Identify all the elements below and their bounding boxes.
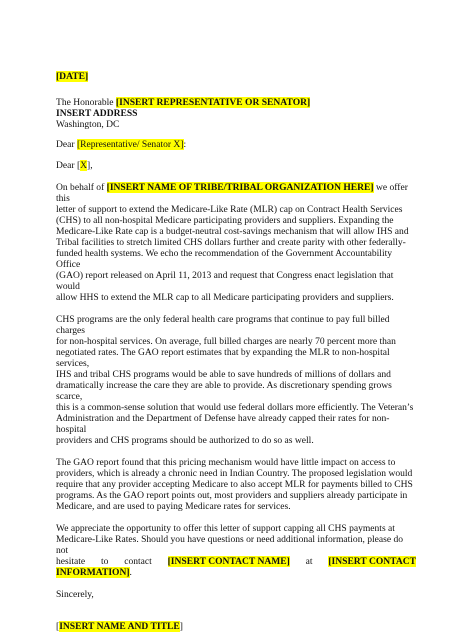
date-placeholder: [DATE] bbox=[56, 71, 89, 82]
closing-line bbox=[56, 589, 416, 600]
paragraph1-lead: On behalf of bbox=[56, 182, 107, 193]
paragraph1-line-3: Medicare-Like Rate cap is a budget-neutral cost-savings mechanism that will allow IHS and bbox=[56, 226, 409, 237]
paragraph4-line-1: Medicare-Like Rates. Should you have questions or need additional information, please do not bbox=[56, 534, 404, 556]
representative-placeholder: [INSERT REPRESENTATIVE OR SENATOR] bbox=[115, 97, 311, 108]
honorable-prefix: The Honorable bbox=[56, 97, 116, 108]
paragraph3-line-4: Medicare, and are used to paying Medicare rates for services. bbox=[56, 501, 291, 512]
paragraph1-line-1: letter of support to extend the Medicare-Like Rate (MLR) cap on Contract Health Services bbox=[56, 204, 403, 215]
address-placeholder: INSERT ADDRESS bbox=[56, 108, 138, 119]
contact-line bbox=[56, 556, 416, 567]
signature-close: ] bbox=[179, 621, 183, 632]
paragraph-appreciation bbox=[56, 523, 416, 578]
salutation2-open: [ bbox=[76, 160, 81, 171]
salutation2-dear: Dear bbox=[56, 160, 77, 171]
signature-line bbox=[56, 621, 416, 632]
contact-info-placeholder-end: INFORMATION] bbox=[56, 567, 130, 578]
contact-word-hesitate: hesitate bbox=[56, 556, 86, 567]
salutation2-close: ], bbox=[87, 160, 93, 171]
paragraph2-line-4: dramatically increase the care they are able to provide. As discretionary spending grows scarce, bbox=[56, 380, 392, 402]
paragraph3-line-2: require that any provider accepting Medicare to also accept MLR for payments billed to CHS bbox=[56, 479, 413, 490]
letter-body bbox=[56, 71, 416, 643]
paragraph-gao-report bbox=[56, 457, 416, 512]
paragraph3-line-3: programs. As the GAO report points out, most providers and suppliers already participate in bbox=[56, 490, 408, 501]
paragraph2-line-1: for non-hospital services. On average, full billed charges are nearly 70 percent more than bbox=[56, 336, 396, 347]
paragraph1-line-2: (CHS) to all non-hospital Medicare participating providers and suppliers. Expanding the bbox=[56, 215, 394, 226]
paragraph2-line-0: CHS programs are the only federal health care programs that continue to pay full billed charges bbox=[56, 314, 390, 336]
recipient-city: Washington, DC bbox=[56, 119, 120, 130]
tribe-placeholder: [INSERT NAME OF TRIBE/TRIBAL ORGANIZATION HERE] bbox=[106, 182, 374, 193]
salutation-colon: : bbox=[183, 139, 187, 150]
salutation-informal bbox=[56, 160, 416, 171]
paragraph3-line-1: providers, which is already a chronic need in Indian Country. The proposed legislation would bbox=[56, 468, 413, 479]
salutation-placeholder: [Representative/ Senator X] bbox=[76, 139, 184, 150]
paragraph1-line-0: we offer this bbox=[56, 182, 408, 204]
paragraph1-line-7: allow HHS to extend the MLR cap to all Medicare participating providers and suppliers. bbox=[56, 292, 394, 303]
contact-info-line bbox=[56, 567, 416, 578]
paragraph1-line-4: Tribal facilities to stretch limited CHS dollars further and create parity with other federally- bbox=[56, 237, 406, 248]
recipient-address bbox=[56, 97, 416, 130]
contact-word-at: at bbox=[305, 556, 313, 567]
paragraph2-line-6: Administration and the Department of Defense have already capped their rates for non-hospital bbox=[56, 413, 390, 435]
contact-word-contact: contact bbox=[124, 556, 152, 567]
date-line bbox=[56, 71, 416, 82]
closing-text: Sincerely, bbox=[56, 589, 94, 600]
salutation-formal bbox=[56, 139, 416, 150]
paragraph-chs-programs bbox=[56, 314, 416, 446]
contact-word-to: to bbox=[100, 556, 109, 567]
recipient-name-line bbox=[56, 97, 416, 108]
paragraph-support bbox=[56, 182, 416, 303]
paragraph2-line-2: negotiated rates. The GAO report estimates that by expanding the MLR to non-hospital services, bbox=[56, 347, 390, 369]
salutation2-x: X bbox=[80, 160, 88, 171]
signature-placeholder: INSERT NAME AND TITLE bbox=[59, 621, 180, 632]
contact-name-placeholder: [INSERT CONTACT NAME] bbox=[167, 556, 290, 567]
paragraph3-line-0: The GAO report found that this pricing mechanism would have little impact on access to bbox=[56, 457, 396, 468]
contact-info-placeholder-start: [INSERT CONTACT bbox=[328, 556, 416, 567]
signature-open: [ bbox=[56, 621, 60, 632]
paragraph2-line-7: providers and CHS programs should be authorized to do so as well. bbox=[56, 435, 314, 446]
paragraph2-line-3: IHS and tribal CHS programs would be able to save hundreds of millions of dollars and bbox=[56, 369, 391, 380]
paragraph4-line-0: We appreciate the opportunity to offer this letter of support capping all CHS payments at bbox=[56, 523, 395, 534]
salutation-dear: Dear bbox=[56, 139, 77, 150]
paragraph-line bbox=[56, 182, 416, 204]
paragraph1-line-6: (GAO) report released on April 11, 2013 and request that Congress enact legislation that would bbox=[56, 270, 394, 292]
contact-period: . bbox=[129, 567, 132, 578]
paragraph2-line-5: this is a common-sense solution that would use federal dollars more efficiently. The Veteran’s bbox=[56, 402, 414, 413]
paragraph1-line-5: funded health systems. We echo the recommendation of the Government Accountability Office bbox=[56, 248, 393, 270]
